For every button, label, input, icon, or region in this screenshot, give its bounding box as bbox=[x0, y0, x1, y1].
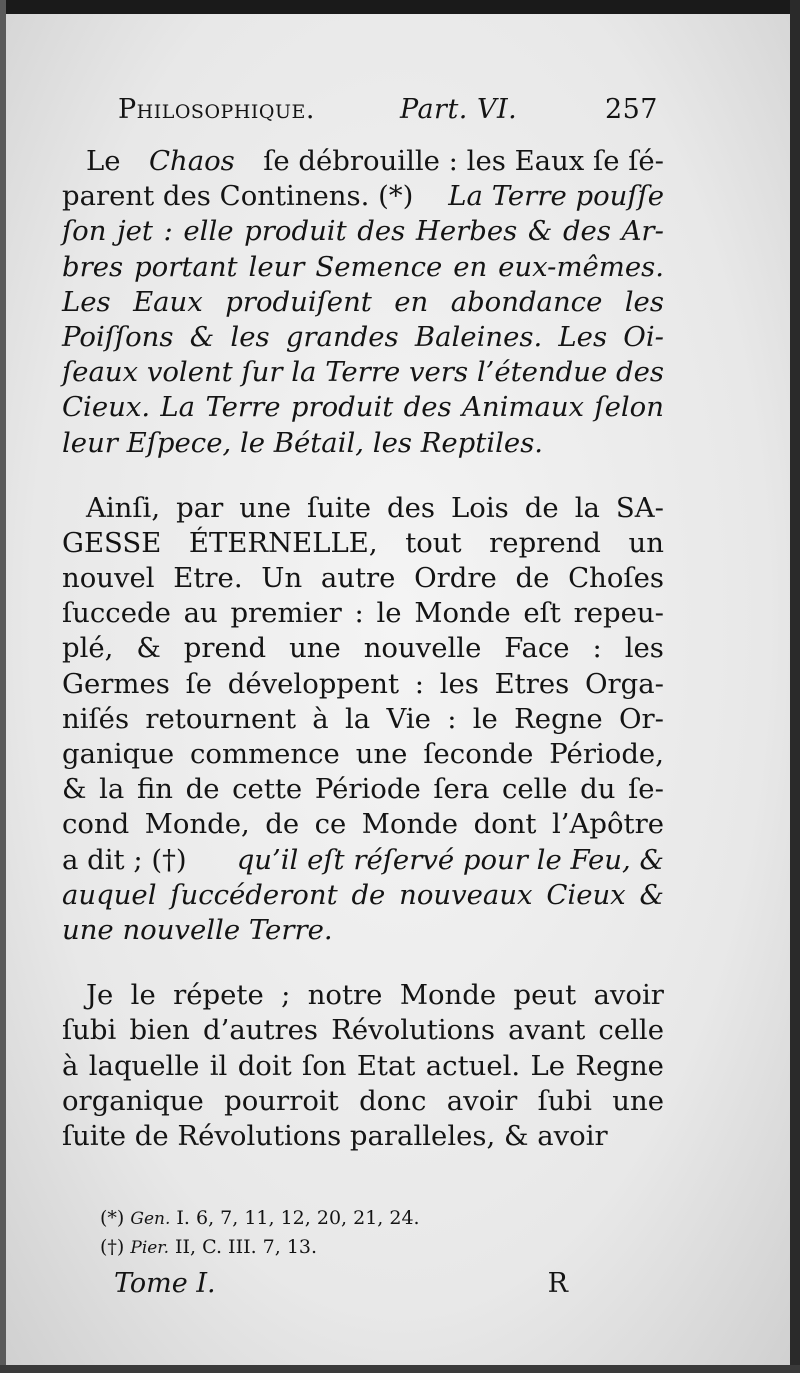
scan-edge-top bbox=[0, 0, 800, 14]
word: SA- bbox=[615, 491, 664, 524]
body-text bbox=[62, 144, 664, 1154]
word: jet bbox=[117, 215, 153, 248]
word: grandes bbox=[285, 320, 399, 353]
word: des bbox=[403, 391, 452, 424]
word: ; bbox=[281, 979, 291, 1012]
text-line bbox=[62, 631, 664, 666]
word: produit bbox=[290, 391, 394, 424]
word: Oi- bbox=[623, 320, 664, 353]
word: une bbox=[289, 632, 341, 665]
word: Période bbox=[314, 773, 421, 806]
text-segment: Chaos bbox=[148, 145, 235, 177]
word: La bbox=[160, 391, 196, 424]
word: nouveaux bbox=[399, 878, 533, 911]
word: Etres bbox=[494, 667, 570, 700]
word: de bbox=[515, 562, 550, 595]
text-line bbox=[62, 1084, 664, 1119]
word: les bbox=[439, 667, 479, 700]
word: autre bbox=[320, 562, 396, 595]
footnote-mark: (†) bbox=[100, 1236, 125, 1258]
text-segment: Le bbox=[86, 145, 121, 177]
word: Monde bbox=[414, 597, 511, 630]
word: par bbox=[176, 491, 224, 524]
text-segment: parent des Continens. (*) bbox=[62, 180, 414, 213]
word: Monde, bbox=[144, 808, 250, 841]
word: : bbox=[447, 702, 457, 735]
word: de bbox=[351, 878, 386, 911]
word: développent bbox=[227, 667, 400, 700]
word: la bbox=[291, 356, 317, 389]
word: ſur bbox=[241, 356, 283, 389]
word: Animaux bbox=[462, 391, 585, 424]
word: Eaux bbox=[133, 285, 203, 318]
word: auquel bbox=[62, 878, 157, 911]
text-line bbox=[62, 526, 664, 561]
word: de bbox=[265, 808, 300, 841]
text-line bbox=[62, 390, 664, 425]
word: ſubi bbox=[537, 1084, 592, 1117]
word: il bbox=[209, 1049, 228, 1082]
word: avoir bbox=[446, 1084, 518, 1117]
text-line bbox=[62, 1013, 664, 1048]
word: : bbox=[354, 597, 364, 630]
word: Orga- bbox=[584, 667, 664, 700]
scan-edge-right bbox=[790, 0, 800, 1373]
text-line bbox=[62, 913, 664, 948]
word: ſe bbox=[185, 667, 213, 700]
word: Face bbox=[504, 632, 570, 665]
word: Monde bbox=[399, 979, 497, 1012]
text-line bbox=[62, 179, 664, 214]
word: une bbox=[355, 738, 408, 770]
paragraph-gap bbox=[62, 948, 664, 978]
word: en bbox=[394, 285, 429, 318]
word: ſuccede bbox=[62, 597, 171, 630]
word: répete bbox=[173, 979, 264, 1012]
word: vers bbox=[409, 356, 469, 389]
word: ſelon bbox=[594, 391, 664, 424]
word: Terre bbox=[205, 391, 281, 424]
footnotes bbox=[100, 1204, 560, 1262]
word: : bbox=[414, 667, 424, 700]
running-title: Philosophique. bbox=[118, 94, 315, 125]
text-line bbox=[62, 667, 664, 702]
word: ſuite bbox=[307, 491, 372, 524]
word: Cieux. bbox=[62, 391, 151, 424]
word: en bbox=[453, 250, 488, 283]
word: Vie bbox=[386, 702, 431, 735]
word: Etre. bbox=[173, 562, 243, 595]
word: d’autres bbox=[203, 1014, 319, 1047]
word: niſés bbox=[62, 702, 130, 735]
footnote-text: II, C. III. 7, 13. bbox=[175, 1236, 318, 1258]
word: Je bbox=[86, 979, 114, 1012]
text-line bbox=[62, 596, 664, 631]
word: ce bbox=[314, 808, 347, 841]
word: premier bbox=[230, 597, 342, 630]
word: de bbox=[185, 773, 220, 806]
word: la bbox=[99, 773, 125, 806]
word: à bbox=[62, 1049, 79, 1082]
word: commence bbox=[190, 738, 340, 770]
word: des bbox=[562, 215, 611, 248]
word: Les bbox=[558, 320, 608, 353]
text-line bbox=[62, 426, 664, 461]
word: bien bbox=[129, 1014, 190, 1047]
word: nouvelle bbox=[363, 632, 482, 665]
word: peut bbox=[513, 979, 577, 1012]
word: Période, bbox=[549, 738, 664, 770]
word: avoir bbox=[593, 979, 664, 1012]
text-line bbox=[62, 843, 664, 878]
word: GESSE bbox=[62, 526, 162, 559]
word: & bbox=[136, 632, 161, 665]
text-line bbox=[62, 772, 664, 807]
word: & bbox=[527, 215, 553, 248]
word: ſe- bbox=[628, 773, 664, 806]
word: Germes bbox=[62, 667, 170, 700]
footnote bbox=[100, 1204, 560, 1233]
word: & bbox=[189, 320, 215, 353]
word: l’étendue bbox=[476, 356, 608, 389]
text-line bbox=[62, 702, 664, 737]
word: Ar- bbox=[621, 215, 664, 248]
paragraph bbox=[62, 144, 664, 461]
text-line bbox=[62, 320, 664, 355]
word: : bbox=[592, 632, 602, 665]
footnote-reference: Pier. bbox=[130, 1238, 169, 1258]
text-segment: ſe débrouille : les Eaux ſe ſé- bbox=[263, 145, 664, 177]
word: ſera bbox=[433, 773, 490, 806]
text-segment: La Terre pouſſe bbox=[448, 180, 664, 213]
word: des bbox=[357, 215, 406, 248]
word: les bbox=[624, 285, 664, 318]
word: ſuccéderont bbox=[170, 878, 338, 911]
word: ſubi bbox=[62, 1014, 117, 1047]
footnote bbox=[100, 1233, 560, 1262]
word: tout bbox=[405, 526, 462, 559]
text-segment: qu’il eſt réſervé pour le Feu, & bbox=[236, 843, 664, 876]
word: nouvel bbox=[62, 562, 155, 595]
word: ſon bbox=[302, 1049, 347, 1082]
word: dont bbox=[473, 808, 537, 841]
signature-mark: R bbox=[547, 1268, 568, 1299]
word: pourroit bbox=[224, 1084, 339, 1117]
word: doit bbox=[237, 1049, 292, 1082]
word: le bbox=[472, 702, 498, 735]
volume-label: Tome I. bbox=[114, 1268, 216, 1299]
word: une bbox=[239, 491, 291, 524]
word: le bbox=[130, 979, 156, 1012]
paragraph bbox=[62, 978, 664, 1154]
word: Etat bbox=[356, 1049, 416, 1082]
word: Monde bbox=[361, 808, 459, 841]
word: produiſent bbox=[225, 285, 372, 318]
text-line bbox=[62, 355, 664, 390]
word: Cieux bbox=[546, 878, 626, 911]
word: produit bbox=[244, 215, 347, 248]
word: Or- bbox=[618, 702, 664, 735]
word: celle bbox=[598, 1014, 664, 1047]
word: Herbes bbox=[415, 215, 518, 248]
text-line bbox=[62, 1119, 664, 1154]
page-signature bbox=[108, 1268, 568, 1304]
word: Semence bbox=[315, 250, 443, 283]
word: Regne bbox=[575, 1049, 664, 1082]
word: l’Apôtre bbox=[551, 808, 664, 841]
text-line bbox=[62, 561, 664, 596]
word: la bbox=[344, 702, 371, 735]
footnote-text: I. 6, 7, 11, 12, 20, 21, 24. bbox=[176, 1207, 420, 1229]
running-header bbox=[118, 92, 658, 132]
word: celle bbox=[502, 773, 568, 806]
text-line bbox=[62, 737, 664, 772]
part-label: Part. VI. bbox=[400, 94, 518, 125]
word: repeu- bbox=[573, 597, 664, 630]
word: cette bbox=[232, 773, 303, 806]
word: Le bbox=[530, 1049, 566, 1082]
word: laquelle bbox=[88, 1049, 200, 1082]
text-line bbox=[62, 285, 664, 320]
word: elle bbox=[183, 215, 234, 248]
word: organique bbox=[62, 1084, 204, 1117]
text-line bbox=[62, 878, 664, 913]
paragraph-gap bbox=[62, 461, 664, 491]
word: les bbox=[624, 632, 664, 665]
word: cond bbox=[62, 808, 130, 841]
word: eux-mêmes. bbox=[498, 250, 664, 283]
word: ſeaux bbox=[62, 356, 139, 389]
word: volent bbox=[146, 356, 233, 389]
word: Ainſi, bbox=[86, 491, 161, 524]
word: fin bbox=[136, 773, 173, 806]
word: : bbox=[163, 215, 173, 248]
word: Ordre bbox=[414, 562, 497, 595]
word: la bbox=[574, 491, 600, 524]
word: Terre bbox=[325, 356, 401, 389]
word: retournent bbox=[145, 702, 296, 735]
word: Poiſſons bbox=[62, 320, 174, 353]
word: à bbox=[312, 702, 329, 735]
text-line bbox=[62, 491, 664, 526]
word: abondance bbox=[450, 285, 603, 318]
word: de bbox=[524, 491, 559, 524]
footnote-mark: (*) bbox=[100, 1207, 125, 1229]
word: ſeconde bbox=[423, 738, 534, 770]
text-line bbox=[62, 144, 664, 179]
word: du bbox=[580, 773, 616, 806]
word: avant bbox=[508, 1014, 586, 1047]
text-line bbox=[62, 807, 664, 842]
text-segment: a dit ; (†) bbox=[62, 843, 187, 876]
word: eſt bbox=[523, 597, 561, 630]
text-segment: leur Eſpece, le Bétail, les Reptiles. bbox=[62, 426, 544, 459]
text-line bbox=[62, 250, 664, 285]
text-segment: ſuite de Révolutions paralleles, & avoir bbox=[62, 1119, 608, 1152]
text-line bbox=[62, 1049, 664, 1084]
word: un bbox=[628, 526, 664, 559]
scan-edge-left bbox=[0, 0, 6, 1373]
word: Un bbox=[261, 562, 303, 595]
word: ſon bbox=[62, 215, 107, 248]
word: reprend bbox=[489, 526, 601, 559]
word: bres bbox=[62, 250, 124, 283]
text-segment: une nouvelle Terre. bbox=[62, 913, 333, 946]
word: prend bbox=[183, 632, 267, 665]
word: donc bbox=[359, 1084, 427, 1117]
word: actuel. bbox=[425, 1049, 521, 1082]
word: plé, bbox=[62, 632, 114, 665]
word: leur bbox=[248, 250, 305, 283]
word: au bbox=[183, 597, 218, 630]
word: Choſes bbox=[568, 562, 664, 595]
page-number: 257 bbox=[604, 94, 658, 125]
word: & bbox=[62, 773, 87, 806]
word: portant bbox=[134, 250, 238, 283]
word: le bbox=[376, 597, 402, 630]
word: notre bbox=[307, 979, 383, 1012]
word: Les bbox=[62, 285, 111, 318]
text-line bbox=[62, 214, 664, 249]
word: Regne bbox=[514, 702, 603, 735]
word: les bbox=[230, 320, 270, 353]
word: des bbox=[387, 491, 436, 524]
word: ÉTERNELLE, bbox=[188, 526, 378, 559]
footnote-reference: Gen. bbox=[130, 1209, 171, 1229]
word: & bbox=[639, 878, 664, 911]
word: Baleines. bbox=[414, 320, 543, 353]
word: ganique bbox=[62, 738, 175, 770]
paragraph bbox=[62, 491, 664, 948]
text-line bbox=[62, 978, 664, 1013]
word: Révolutions bbox=[331, 1014, 496, 1047]
scan-edge-bottom bbox=[0, 1365, 800, 1373]
word: Lois bbox=[451, 491, 509, 524]
word: une bbox=[612, 1084, 664, 1117]
word: des bbox=[615, 356, 664, 389]
